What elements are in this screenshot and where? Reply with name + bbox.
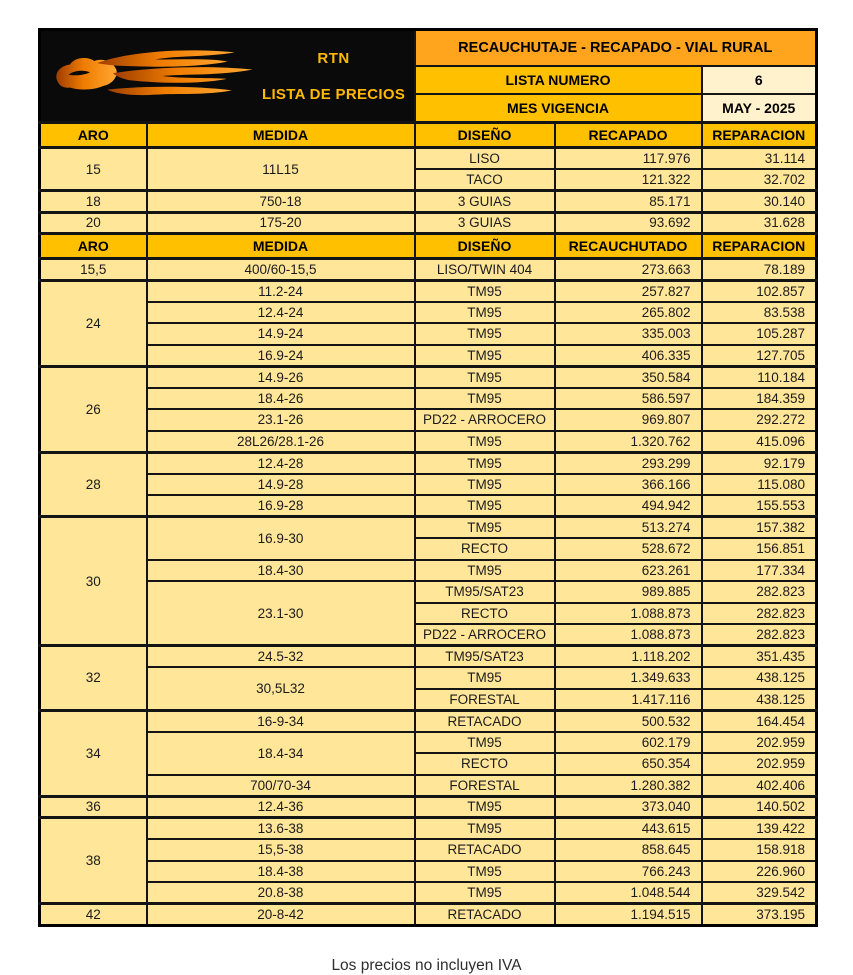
diseno-cell: TACO [415,169,555,191]
diseno-cell: TM95 [415,345,555,367]
brand-name: RTN [317,49,350,67]
diseno-cell: TM95 [415,796,555,818]
precio-cell: 366.166 [555,474,702,496]
precio-cell: 650.354 [555,753,702,775]
lista-numero-value: 6 [702,66,817,94]
price-row [40,495,817,517]
column-header: RECAUCHUTADO [555,234,702,259]
precio-cell: 273.663 [555,259,702,281]
medida-cell: 20-8-42 [147,904,415,926]
precio-cell: 1.349.633 [555,667,702,689]
reparacion-cell: 139.422 [702,818,817,840]
medida-cell: 700/70-34 [147,775,415,797]
price-row [40,882,817,904]
medida-cell: 20.8-38 [147,882,415,904]
reparacion-cell: 157.382 [702,517,817,539]
precio-cell: 623.261 [555,560,702,582]
reparacion-cell: 158.918 [702,839,817,861]
price-row [40,259,817,281]
precio-cell: 494.942 [555,495,702,517]
precio-cell: 528.672 [555,538,702,560]
medida-cell: 28L26/28.1-26 [147,431,415,453]
medida-cell: 16.9-30 [147,517,415,560]
reparacion-cell: 140.502 [702,796,817,818]
price-row [40,409,817,431]
price-row [40,148,817,170]
medida-cell: 15,5-38 [147,839,415,861]
reparacion-cell: 226.960 [702,861,817,883]
mes-vigencia-label: MES VIGENCIA [415,94,702,122]
brand-wrap [47,35,404,117]
reparacion-cell: 110.184 [702,366,817,388]
precio-cell: 602.179 [555,732,702,754]
medida-cell: 11L15 [147,148,415,191]
medida-cell: 16.9-28 [147,495,415,517]
column-header-row [40,234,817,259]
precio-cell: 858.645 [555,839,702,861]
price-row [40,904,817,926]
medida-cell: 18.4-38 [147,861,415,883]
aro-cell: 24 [40,280,147,366]
precio-cell: 1.194.515 [555,904,702,926]
medida-cell: 14.9-28 [147,474,415,496]
reparacion-cell: 156.851 [702,538,817,560]
medida-cell: 18.4-34 [147,732,415,775]
aro-cell: 30 [40,517,147,646]
reparacion-cell: 127.705 [702,345,817,367]
diseno-cell: TM95 [415,732,555,754]
price-row [40,302,817,324]
diseno-cell: TM95 [415,882,555,904]
medida-cell: 14.9-24 [147,323,415,345]
precio-cell: 93.692 [555,212,702,234]
price-table-body [40,123,817,926]
diseno-cell: LISO [415,148,555,170]
price-row [40,517,817,539]
precio-cell: 1.320.762 [555,431,702,453]
diseno-cell: TM95 [415,495,555,517]
precio-cell: 443.615 [555,818,702,840]
diseno-cell: FORESTAL [415,775,555,797]
price-row [40,560,817,582]
price-table [38,28,818,927]
diseno-cell: TM95 [415,452,555,474]
column-header: REPARACION [702,123,817,148]
column-header: ARO [40,234,147,259]
price-row [40,581,817,603]
price-row [40,431,817,453]
precio-cell: 335.003 [555,323,702,345]
price-row [40,323,817,345]
price-row [40,667,817,689]
reparacion-cell: 282.823 [702,581,817,603]
diseno-cell: TM95 [415,667,555,689]
medida-cell: 18.4-30 [147,560,415,582]
medida-cell: 18.4-26 [147,388,415,410]
diseno-cell: RECTO [415,753,555,775]
medida-cell: 23.1-26 [147,409,415,431]
reparacion-cell: 329.542 [702,882,817,904]
medida-cell: 13.6-38 [147,818,415,840]
diseno-cell: 3 GUIAS [415,212,555,234]
medida-cell: 12.4-28 [147,452,415,474]
reparacion-cell: 402.406 [702,775,817,797]
precio-cell: 1.088.873 [555,603,702,625]
price-row [40,212,817,234]
reparacion-cell: 164.454 [702,710,817,732]
diseno-cell: 3 GUIAS [415,191,555,213]
column-header: DISEÑO [415,123,555,148]
column-header: REPARACION [702,234,817,259]
precio-cell: 1.048.544 [555,882,702,904]
aro-cell: 26 [40,366,147,452]
reparacion-cell: 115.080 [702,474,817,496]
price-row [40,366,817,388]
diseno-cell: FORESTAL [415,689,555,711]
medida-cell: 12.4-24 [147,302,415,324]
column-header: ARO [40,123,147,148]
diseno-cell: TM95 [415,517,555,539]
brand-text [262,40,405,112]
reparacion-cell: 155.553 [702,495,817,517]
aro-cell: 34 [40,710,147,796]
medida-cell: 30,5L32 [147,667,415,710]
diseno-cell: TM95/SAT23 [415,581,555,603]
precio-cell: 1.417.116 [555,689,702,711]
medida-cell: 23.1-30 [147,581,415,646]
reparacion-cell: 83.538 [702,302,817,324]
diseno-cell: RETACADO [415,839,555,861]
aro-cell: 15,5 [40,259,147,281]
brand-subtitle: LISTA DE PRECIOS [262,85,406,103]
medida-cell: 400/60-15,5 [147,259,415,281]
price-row [40,646,817,668]
diseno-cell: LISO/TWIN 404 [415,259,555,281]
diseno-cell: TM95 [415,388,555,410]
aro-cell: 20 [40,212,147,234]
reparacion-cell: 32.702 [702,169,817,191]
price-row [40,861,817,883]
reparacion-cell: 30.140 [702,191,817,213]
diseno-cell: TM95 [415,818,555,840]
aro-cell: 18 [40,191,147,213]
reparacion-cell: 282.823 [702,603,817,625]
column-header: MEDIDA [147,123,415,148]
diseno-cell: RETACADO [415,710,555,732]
diseno-cell: PD22 - ARROCERO [415,624,555,646]
diseno-cell: TM95 [415,560,555,582]
precio-cell: 1.280.382 [555,775,702,797]
column-header: RECAPADO [555,123,702,148]
aro-cell: 38 [40,818,147,904]
diseno-cell: PD22 - ARROCERO [415,409,555,431]
precio-cell: 989.885 [555,581,702,603]
diseno-cell: RECTO [415,538,555,560]
aro-cell: 32 [40,646,147,711]
precio-cell: 969.807 [555,409,702,431]
reparacion-cell: 184.359 [702,388,817,410]
reparacion-cell: 31.114 [702,148,817,170]
column-header: MEDIDA [147,234,415,259]
precio-cell: 117.976 [555,148,702,170]
precio-cell: 766.243 [555,861,702,883]
price-row [40,191,817,213]
medida-cell: 175-20 [147,212,415,234]
price-row [40,732,817,754]
reparacion-cell: 92.179 [702,452,817,474]
mes-vigencia-value: MAY - 2025 [702,94,817,122]
reparacion-cell: 102.857 [702,280,817,302]
footer-note: Los precios no incluyen IVA [331,956,522,974]
price-row [40,280,817,302]
precio-cell: 1.118.202 [555,646,702,668]
document-header [40,30,817,123]
reparacion-cell: 438.125 [702,667,817,689]
diseno-cell: RETACADO [415,904,555,926]
diseno-cell: TM95 [415,366,555,388]
price-row [40,452,817,474]
flaming-puma-logo-icon [47,41,262,111]
precio-cell: 350.584 [555,366,702,388]
precio-cell: 293.299 [555,452,702,474]
reparacion-cell: 105.287 [702,323,817,345]
price-row [40,345,817,367]
reparacion-cell: 31.628 [702,212,817,234]
reparacion-cell: 78.189 [702,259,817,281]
precio-cell: 121.322 [555,169,702,191]
aro-cell: 36 [40,796,147,818]
diseno-cell: RECTO [415,603,555,625]
price-row [40,775,817,797]
precio-cell: 85.171 [555,191,702,213]
medida-cell: 14.9-26 [147,366,415,388]
document-title: RECAUCHUTAJE - RECAPADO - VIAL RURAL [415,30,817,67]
precio-cell: 373.040 [555,796,702,818]
reparacion-cell: 177.334 [702,560,817,582]
diseno-cell: TM95 [415,474,555,496]
price-row [40,796,817,818]
reparacion-cell: 282.823 [702,624,817,646]
aro-cell: 28 [40,452,147,517]
price-row [40,474,817,496]
diseno-cell: TM95 [415,280,555,302]
aro-cell: 15 [40,148,147,191]
medida-cell: 12.4-36 [147,796,415,818]
medida-cell: 24.5-32 [147,646,415,668]
price-row [40,839,817,861]
diseno-cell: TM95 [415,302,555,324]
medida-cell: 750-18 [147,191,415,213]
medida-cell: 16.9-24 [147,345,415,367]
column-header: DISEÑO [415,234,555,259]
reparacion-cell: 373.195 [702,904,817,926]
medida-cell: 11.2-24 [147,280,415,302]
diseno-cell: TM95 [415,323,555,345]
diseno-cell: TM95 [415,431,555,453]
diseno-cell: TM95/SAT23 [415,646,555,668]
lista-numero-label: LISTA NUMERO [415,66,702,94]
precio-cell: 586.597 [555,388,702,410]
reparacion-cell: 202.959 [702,753,817,775]
precio-cell: 500.532 [555,710,702,732]
price-row [40,388,817,410]
reparacion-cell: 202.959 [702,732,817,754]
precio-cell: 1.088.873 [555,624,702,646]
price-row [40,710,817,732]
brand-panel [40,30,415,123]
aro-cell: 42 [40,904,147,926]
precio-cell: 513.274 [555,517,702,539]
medida-cell: 16-9-34 [147,710,415,732]
reparacion-cell: 351.435 [702,646,817,668]
reparacion-cell: 415.096 [702,431,817,453]
column-header-row [40,123,817,148]
precio-cell: 257.827 [555,280,702,302]
precio-cell: 265.802 [555,302,702,324]
reparacion-cell: 438.125 [702,689,817,711]
price-row [40,818,817,840]
diseno-cell: TM95 [415,861,555,883]
reparacion-cell: 292.272 [702,409,817,431]
precio-cell: 406.335 [555,345,702,367]
